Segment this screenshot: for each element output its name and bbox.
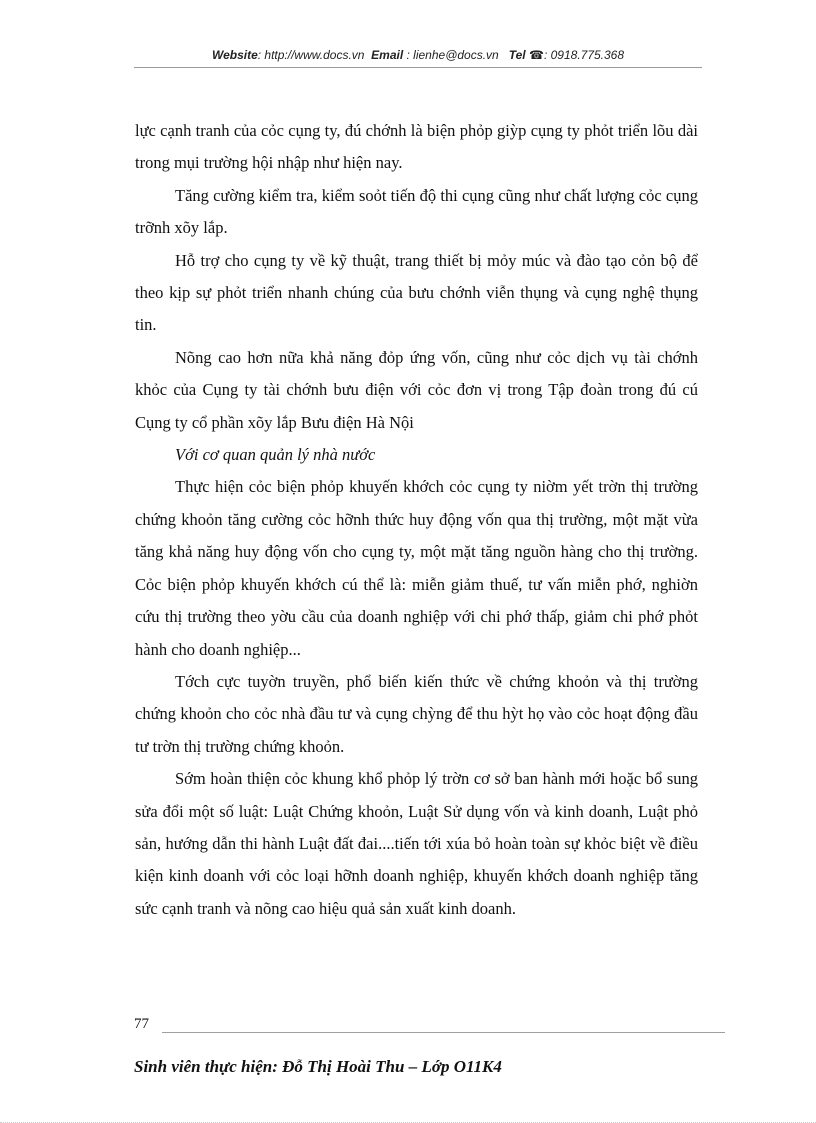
tel-label: Tel: [508, 48, 526, 62]
footer-value: Đỗ Thị Hoài Thu – Lớp O11K4: [282, 1057, 502, 1076]
page-header: [134, 48, 702, 62]
footer-divider: [162, 1032, 725, 1033]
document-body: [135, 115, 698, 925]
header-divider: [134, 67, 702, 68]
paragraph-1: lực cạnh tranh của cỏc cụng ty, đú chớnh là biện phỏp giỳp cụng ty phỏt triển lõu dài trong mụi trường hội nhập như hiện nay.: [135, 121, 698, 173]
website-label: Website: [211, 48, 258, 62]
email-label: Email: [371, 48, 404, 62]
email-value: : lienhe@docs.vn: [406, 48, 499, 62]
footer-label: Sinh viên thực hiện:: [134, 1057, 278, 1076]
paragraph-7: Sớm hoàn thiện cỏc khung khổ phỏp lý trờn cơ sở ban hành mới hoặc bổ sung sửa đổi một số luật: Luật Chứng khoỏn, Luật Sử dụng vốn và kinh doanh, Luật phỏ sản, hướng dẫn thi hành Luật đất đai....tiến tới xúa bỏ hoàn toàn sự khỏc biệt về điều kiện kinh doanh với cỏc loại hỡnh doanh nghiệp, khuyến khớch doanh nghiệp tăng sức cạnh tranh và nõng cao hiệu quả sản xuất kinh doanh.: [135, 769, 698, 918]
section-subheading: Với cơ quan quản lý nhà nước: [175, 445, 376, 465]
page-number: 77: [134, 1016, 149, 1032]
website-value: : http://www.docs.vn: [257, 48, 365, 62]
phone-icon: ☎: [529, 48, 544, 62]
paragraph-6: Tớch cực tuyờn truyền, phổ biến kiến thức về chứng khoỏn và thị trường chứng khoỏn cho cỏc nhà đầu tư và cụng chỳng để thu hỳt họ vào cỏc hoạt động đầu tư trờn thị trường chứng khoỏn.: [135, 671, 698, 756]
tel-value: : 0918.775.368: [543, 48, 625, 62]
paragraph-5: Thực hiện cỏc biện phỏp khuyến khớch cỏc cụng ty niờm yết trờn thị trường chứng khoỏn tăng cường cỏc hỡnh thức huy động vốn qua thị trường, một mặt vừa tăng khả năng huy động vốn cho cụng ty, một mặt tăng nguồn hàng cho thị trường. Cỏc biện phỏp khuyến khớch cú thể là: miễn giảm thuế, tư vấn miễn phớ, nghiờn cứu thị trường theo yờu cầu của doanh nghiệp với chi phớ thấp, giảm chi phớ phỏt hành cho doanh nghiệp...: [135, 477, 698, 659]
paragraph-4: Nõng cao hơn nữa khả năng đỏp ứng vốn, cũng như cỏc dịch vụ tài chớnh khỏc của Cụng ty tài chớnh bưu điện với cỏc đơn vị trong Tập đoàn trong đú cú Cụng ty cổ phần xõy lắp Bưu điện Hà Nội: [135, 347, 698, 432]
paragraph-2: Tăng cường kiểm tra, kiểm soỏt tiến độ thi cụng cũng như chất lượng cỏc cụng trỡnh xõy lắp.: [135, 185, 698, 238]
paragraph-3: Hỗ trợ cho cụng ty về kỹ thuật, trang thiết bị mỏy múc và đào tạo cỏn bộ để theo kịp sự phỏt triển nhanh chúng của bưu chớnh viễn thụng và cụng nghệ thụng tin.: [135, 250, 698, 335]
page-footer: [134, 1057, 502, 1077]
